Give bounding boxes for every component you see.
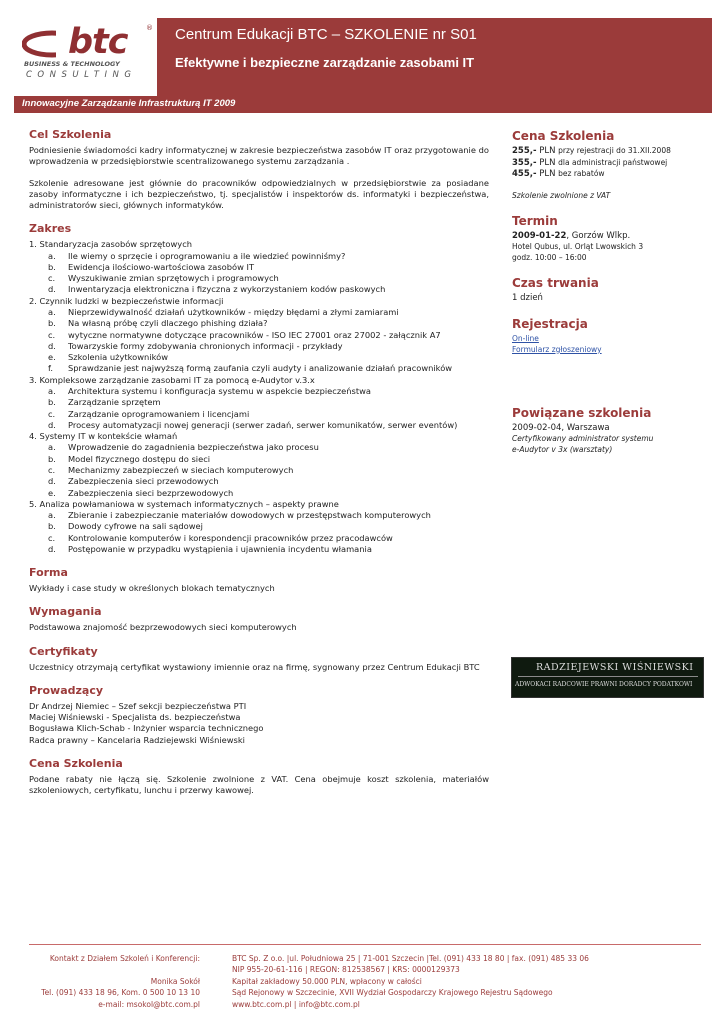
- footer-line: Sąd Rejonowy w Szczecinie, XVII Wydział Gospodarczy Krajowego Rejestru Sądowego: [232, 988, 553, 998]
- paragraph: Uczestnicy otrzymają certyfikat wystawiony imiennie oraz na firmę, sygnowany przez Centrum Edukacji BTC: [29, 661, 480, 672]
- list-marker: d.: [48, 284, 56, 295]
- footer-line: Kapitał zakładowy 50.000 PLN, wpłacony w całości: [232, 976, 422, 986]
- footer-company: [232, 953, 702, 1010]
- scope-item-label: 1. Standaryzacja zasobów sprzętowych: [29, 239, 193, 250]
- main-content: [29, 128, 489, 807]
- company-logo: [22, 22, 152, 86]
- side-heading: Cena Szkolenia: [512, 129, 615, 143]
- scope-subitem: [48, 533, 489, 544]
- trainer-line: Dr Andrzej Niemiec – Szef sekcji bezpieczeństwa PTI: [29, 700, 247, 711]
- law-firm-banner[interactable]: [511, 657, 704, 698]
- list-marker: b.: [48, 318, 56, 329]
- scope-subitem: [48, 352, 489, 363]
- scope-subitem-text: Szkolenia użytkowników: [68, 352, 168, 363]
- program-strip: [14, 96, 712, 113]
- footer-line: [20, 964, 200, 975]
- list-marker: b.: [48, 261, 56, 272]
- footer-contact: [20, 953, 200, 1010]
- footer-divider: [29, 944, 701, 945]
- scope-item: [29, 296, 489, 375]
- header-band: [157, 18, 712, 96]
- scope-subitem-text: Zabezpieczenia sieci przewodowych: [68, 476, 219, 487]
- price-unit: PLN: [539, 146, 556, 157]
- scope-subitem-text: Zabezpieczenia sieci bezprzewodowych: [68, 487, 234, 498]
- scope-subitem-text: Architektura systemu i konfiguracja systemu w aspekcie bezpieczeństwa: [68, 385, 371, 396]
- side-termin: [512, 213, 702, 263]
- list-marker: b.: [48, 521, 56, 532]
- scope-sublist: [29, 442, 489, 498]
- section-heading: Forma: [29, 566, 68, 580]
- paragraph: Wykłady i case study w określonych blokach tematycznych: [29, 583, 275, 594]
- side-heading: Powiązane szkolenia: [512, 405, 652, 420]
- section-heading: Cel Szkolenia: [29, 128, 112, 141]
- section-heading: Prowadzący: [29, 683, 104, 697]
- price-row: [512, 146, 702, 157]
- price-desc: przy rejestracji do 31.XII.2008: [558, 146, 671, 156]
- scope-subitem-text: Zbieranie i zabezpieczanie materiałów dowodowych w przestępstwach komputerowych: [68, 510, 431, 521]
- registered-mark: ®: [146, 24, 153, 32]
- footer-line: Tel. (091) 433 18 96, Kom. 0 500 10 13 10: [41, 988, 200, 998]
- section-heading: Zakres: [29, 222, 72, 236]
- side-heading: Termin: [512, 213, 558, 228]
- scope-list: [29, 239, 489, 555]
- divider: [518, 676, 698, 677]
- related-title: Certyfikowany administrator systemu: [512, 434, 654, 444]
- page-subtitle: Efektywne i bezpieczne zarządzanie zasobami IT: [175, 55, 475, 70]
- list-marker: a.: [48, 250, 56, 261]
- scope-subitem-text: Wprowadzenie do zagadnienia bezpieczeństwa jako procesu: [68, 442, 319, 453]
- scope-subitem: [48, 476, 489, 487]
- scope-subitem-text: wytyczne normatywne dotyczące pracowników - ISO IEC 27001 oraz 27002 - załącznik A7: [68, 329, 441, 340]
- trainer-line: Radca prawny – Kancelaria Radziejewski Wiśniewski: [29, 734, 245, 745]
- scope-subitem: [48, 510, 489, 521]
- registration-form-link[interactable]: Formularz zgłoszeniowy: [512, 344, 602, 354]
- scope-sublist: [29, 510, 489, 555]
- price-amount: 255,-: [512, 146, 537, 157]
- scope-subitem: [48, 386, 489, 397]
- logo-tagline-consulting: CONSULTING: [26, 70, 137, 80]
- scope-subitem: [48, 454, 489, 465]
- list-marker: d.: [48, 476, 56, 487]
- related-date: 2009-02-04, Warszawa: [512, 422, 610, 433]
- price-unit: PLN: [539, 169, 556, 180]
- price-desc: dla administracji państwowej: [558, 157, 668, 167]
- term-date: 2009-01-22: [512, 230, 567, 241]
- section-cena: [29, 757, 489, 797]
- page-title: Centrum Edukacji BTC – SZKOLENIE nr S01: [175, 26, 477, 43]
- scope-subitem-text: Na własną próbę czyli dlaczego phishing działa?: [68, 318, 268, 329]
- list-marker: a.: [48, 385, 56, 396]
- term-venue: Hotel Qubus, ul. Orląt Lwowskich 3: [512, 242, 644, 252]
- list-marker: c.: [48, 408, 56, 419]
- scope-item-label: 2. Czynnik ludzki w bezpieczeństwie informacji: [29, 295, 224, 306]
- logo-wordmark: btc: [68, 22, 128, 62]
- scope-subitem-text: Postępowanie w przypadku wystąpienia i ujawnienia incydentu włamania: [68, 543, 372, 554]
- list-marker: c.: [48, 329, 56, 340]
- scope-subitem-text: Procesy automatyzacji nowej generacji (serwer zadań, serwer komunikatów, serwer eventów): [68, 419, 458, 430]
- side-rejestracja: [512, 316, 702, 354]
- scope-sublist: [29, 386, 489, 431]
- list-marker: e.: [48, 352, 56, 363]
- scope-item-label: 5. Analiza powłamaniowa w systemach informatycznych – aspekty prawne: [29, 498, 339, 509]
- list-marker: c.: [48, 464, 56, 475]
- term-date-line: [512, 231, 702, 242]
- section-heading: Wymagania: [29, 605, 102, 619]
- list-marker: d.: [48, 543, 56, 554]
- section-forma: [29, 566, 489, 594]
- section-certyfikaty: [29, 645, 489, 673]
- scope-item: [29, 431, 489, 499]
- scope-subitem: [48, 262, 489, 273]
- scope-item: [29, 375, 489, 431]
- side-heading: Rejestracja: [512, 317, 588, 332]
- scope-subitem: [48, 397, 489, 408]
- scope-subitem-text: Kontrolowanie komputerów i korespondencji pracowników przez pracodawców: [68, 532, 393, 543]
- price-amount: 455,-: [512, 169, 537, 180]
- scope-subitem-text: Towarzyskie formy zdobywania chronionych informacji - przykłady: [68, 340, 343, 351]
- footer-line: Kontakt z Działem Szkoleń i Konferencji:: [49, 954, 200, 963]
- list-marker: c.: [48, 532, 56, 543]
- scope-subitem: [48, 465, 489, 476]
- price-desc: bez rabatów: [558, 169, 605, 179]
- scope-subitem: [48, 409, 489, 420]
- list-marker: b.: [48, 397, 56, 408]
- scope-subitem-text: Wyszukiwanie zmian sprzętowych i programowych: [68, 273, 279, 284]
- scope-subitem: [48, 284, 489, 295]
- scope-subitem: [48, 544, 489, 555]
- scope-subitem: [48, 420, 489, 431]
- scope-subitem: [48, 307, 489, 318]
- scope-subitem-text: Sprawdzanie jest najwyższą formą zaufania czyli audyty i analizowanie działań pracowników: [68, 363, 453, 374]
- banner-title: RADZIEJEWSKI WIŚNIEWSKI: [536, 662, 694, 673]
- scope-subitem: [48, 273, 489, 284]
- scope-item: [29, 499, 489, 555]
- banner-subtitle: ADWOKACI RADCOWIE PRAWNI DORADCY PODATKOWI: [515, 681, 693, 688]
- scope-sublist: [29, 251, 489, 296]
- program-name: Innowacyjne Zarządzanie Infrastrukturą IT 2009: [22, 98, 236, 109]
- list-marker: b.: [48, 453, 56, 464]
- paragraph: Podniesienie świadomości kadry informatycznej w zakresie bezpieczeństwa zasobów IT oraz przygotowanie do wprowadzenia w przedsiębiorstwie scentralizowanego systemu zarządzania .: [29, 144, 489, 167]
- paragraph: Szkolenie adresowane jest głównie do pracowników odpowiedzialnych w przedsiębiorstwie za posiadane zasoby informatyczne i ich bezpieczeństwo, tj. specjalistów i inspektorów ds. informatyki i bezpieczeństwa, administratorów sieci, głównych informatyków.: [29, 177, 489, 211]
- scope-sublist: [29, 307, 489, 375]
- list-marker: a.: [48, 307, 56, 317]
- side-powiazane: [512, 405, 702, 455]
- vat-note: Szkolenie zwolnione z VAT: [512, 190, 611, 200]
- list-marker: d.: [48, 340, 56, 351]
- footer-line: Monika Sokół: [150, 976, 200, 986]
- scope-subitem-text: Ile wiemy o sprzęcie i oprogramowaniu a ile wiedzieć powinniśmy?: [68, 250, 346, 261]
- online-registration-link[interactable]: On-line: [512, 334, 539, 344]
- footer-line: NIP 955-20-61-116 | REGON: 812538567 | KRS: 0000129373: [232, 965, 460, 975]
- scope-subitem-text: Ewidencja ilościowo-wartościowa zasobów IT: [68, 261, 255, 272]
- section-wymagania: [29, 605, 489, 633]
- list-marker: c.: [48, 273, 56, 284]
- footer-email[interactable]: e-mail: msokol@btc.com.pl: [98, 999, 200, 1009]
- section-prowadzacy: [29, 684, 489, 746]
- section-zakres: [29, 222, 489, 555]
- scope-subitem-text: Dowody cyfrowe na sali sądowej: [68, 521, 203, 532]
- scope-item: [29, 239, 489, 295]
- price-unit: PLN: [539, 157, 556, 168]
- paragraph: Podstawowa znajomość bezprzewodowych sieci komputerowych: [29, 622, 297, 633]
- list-marker: a.: [48, 442, 56, 453]
- trainer-line: Maciej Wiśniewski - Specjalista ds. bezpieczeństwa: [29, 712, 241, 723]
- footer-line: BTC Sp. Z o.o. |ul. Południowa 25 | 71-001 Szczecin |Tel. (091) 433 18 80 | fax. (091) 485 33 06: [232, 954, 589, 963]
- sidebar: [512, 128, 702, 467]
- duration: 1 dzień: [512, 292, 543, 303]
- footer-website[interactable]: www.btc.com.pl | info@btc.com.pl: [232, 999, 360, 1009]
- section-heading: Cena Szkolenia: [29, 756, 123, 770]
- side-price: [512, 128, 702, 201]
- scope-subitem-text: Inwentaryzacja elektroniczna i fizyczna z wykorzystaniem kodów paskowych: [68, 284, 386, 295]
- list-marker: e.: [48, 487, 56, 498]
- logo-tagline: BUSINESS & TECHNOLOGY: [24, 60, 120, 68]
- scope-subitem-text: Nieprzewidywalność działań użytkowników - między błędami a złymi zamiarami: [68, 307, 399, 317]
- scope-subitem: [48, 521, 489, 532]
- term-place: , Gorzów Wlkp.: [566, 230, 631, 241]
- scope-subitem: [48, 251, 489, 262]
- scope-subitem: [48, 341, 489, 352]
- related-title: e-Audytor v 3x (warsztaty): [512, 444, 613, 454]
- scope-subitem-text: Zarządzanie sprzętem: [68, 397, 161, 408]
- scope-subitem: [48, 330, 489, 341]
- price-amount: 355,-: [512, 157, 537, 168]
- scope-subitem: [48, 442, 489, 453]
- scope-subitem-text: Zarządzanie oprogramowaniem i licencjami: [68, 408, 250, 419]
- scope-item-label: 4. Systemy IT w kontekście włamań: [29, 431, 178, 442]
- list-marker: a.: [48, 510, 56, 521]
- price-row: [512, 169, 702, 180]
- scope-subitem: [48, 488, 489, 499]
- scope-subitem-text: Mechanizmy zabezpieczeń w sieciach komputerowych: [68, 464, 294, 475]
- side-czas: [512, 275, 702, 305]
- section-heading: Certyfikaty: [29, 644, 98, 658]
- term-hours: godz. 10:00 – 16:00: [512, 252, 587, 262]
- side-heading: Czas trwania: [512, 275, 599, 290]
- scope-subitem: [48, 318, 489, 329]
- trainer-line: Bogusława Klich-Schab - Inżynier wsparcia technicznego: [29, 723, 264, 734]
- list-marker: f.: [48, 363, 53, 374]
- price-row: [512, 158, 702, 169]
- paragraph: Podane rabaty nie łączą się. Szkolenie zwolnione z VAT. Cena obejmuje koszt szkolenia, materiałów szkoleniowych, certyfikatu, lunchu i przerwy kawowej.: [29, 773, 489, 796]
- section-cel: [29, 128, 489, 211]
- scope-item-label: 3. Kompleksowe zarządzanie zasobami IT za pomocą e-Audytor v.3.x: [29, 374, 315, 385]
- scope-subitem-text: Model fizycznego dostępu do sieci: [68, 453, 211, 464]
- list-marker: d.: [48, 419, 56, 430]
- scope-subitem: [48, 363, 489, 374]
